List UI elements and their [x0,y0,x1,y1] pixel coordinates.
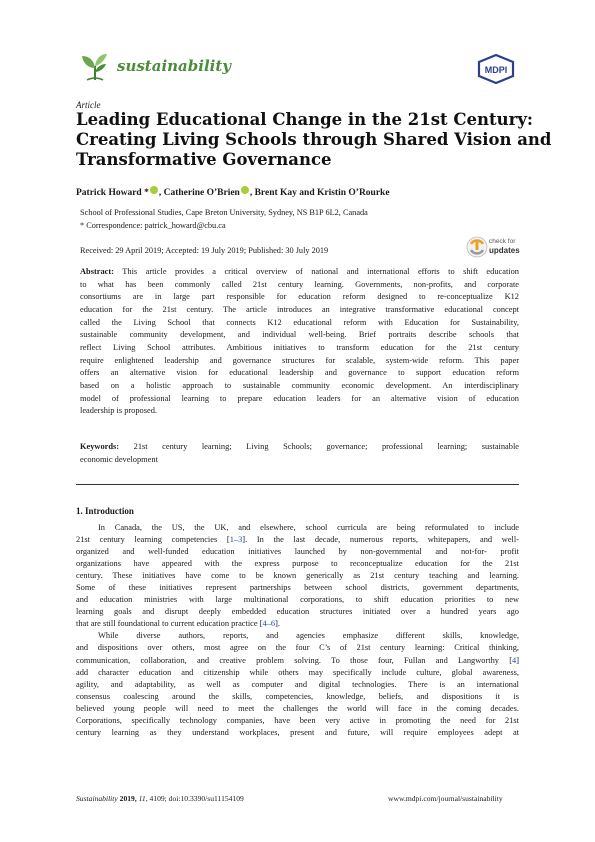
abstract-line [80,317,519,330]
title-line: Leading Educational Change in the 21st Century: [76,110,534,129]
correspondence: * Correspondence: patrick_howard@cbu.ca [80,221,226,230]
citation-link[interactable]: 4 [512,655,517,665]
abstract-text: education for the 21st century. The article introduces an integrative transformative educational concept [80,304,519,314]
body-line [76,594,519,606]
body-line [76,546,519,558]
publication-dates: Received: 29 April 2019; Accepted: 19 July 2019; Published: 30 July 2019 [80,246,329,255]
footer-year: 2019, [117,794,139,803]
author [317,188,390,198]
check-for-updates-button[interactable] [466,236,524,260]
keywords-text: 21st century learning; Living Schools; governance; professional learning; sustainable [133,442,519,451]
abstract-line [80,355,519,368]
author-name: Brent Kay [254,188,297,198]
author-list [76,186,390,198]
body-text: believed young people will need to meet the challenges the world will face in the coming decades. [76,703,519,713]
body-line [76,691,519,703]
journal-name: sustainability [117,57,231,75]
abstract-line [80,342,519,355]
abstract-text: sustainable community development, and individual well-being. Brief portraits describe schools that [80,330,519,340]
article-type: Article [76,100,101,110]
author-separator: and [296,188,317,198]
check-for-updates-label-bold: updates [489,246,520,255]
body-line [76,618,519,630]
body-text: 21st century learning competencies [ [76,535,230,545]
body-text: In Canada, the US, the UK, and elsewhere, school curricula are being reformulated to include [98,523,519,532]
body-text: century learning as they understand workplaces, present and future, will require employees adept at [76,727,519,737]
abstract-text: called the Living School that connects K12 educational reform with Education for Sustainability, [80,317,519,327]
check-for-updates-icon [466,236,488,258]
body-text: Corporations, specifically technology companies, have been very active in promoting the need for 21st [76,715,519,725]
title-line: Transformative Governance [76,150,332,169]
section-body [76,522,519,739]
body-text: While diverse authors, reports, and agencies emphasize different skills, knowledge, [98,631,519,641]
body-text: consensus coalescing around the skills, competencies, knowledge, beliefs, and dispositions it is [76,691,519,701]
body-text: century. These initiatives have come to be known generically as 21st century teaching and learning. [76,571,519,581]
article-title [76,110,552,170]
author [164,188,255,198]
body-line [76,715,519,727]
body-text: ]. [275,619,280,629]
section-heading: 1. Introduction [76,506,134,516]
author-mark: * [141,188,149,198]
abstract-line [80,291,519,304]
body-text: organizations have appeared with the express purpose to reconceptualize education for the 21st [76,559,519,569]
author [76,188,164,198]
author-name: Catherine O’Brien [163,188,240,198]
abstract-line [80,329,519,342]
abstract-text: require enlightened leadership and governance structures for scalable, system-wide reform. This paper [80,355,519,365]
abstract-text: consortiums are in large part responsible for education reform designed to re-conceptualize K12 [80,292,519,302]
body-line [76,606,519,618]
footer-doi: , 4109; doi:10.3390/su11154109 [145,794,244,803]
footer-journal: Sustainability [76,794,118,803]
body-line [76,642,519,654]
author-name: Patrick Howard [76,188,142,198]
abstract-line [80,380,519,393]
footer-url[interactable]: www.mdpi.com/journal/sustainability [388,794,503,803]
body-line [76,582,519,594]
body-text: communication, collaboration, and creative problem solving. To those four, Fullan and Langworthy [ [76,655,513,665]
abstract-label: Abstract: [80,267,114,276]
orcid-icon[interactable] [150,186,158,194]
body-line [76,727,519,739]
keywords-text: economic development [80,454,158,464]
body-line [76,667,519,679]
footer-volume: 11 [138,794,146,803]
abstract-line [80,266,519,279]
body-line [76,630,519,642]
abstract [80,266,519,418]
body-text: that are still foundational to current education practice [ [76,619,263,629]
title-line: Creating Living Schools through Shared Vision and [76,130,552,149]
keywords-line [80,441,519,454]
body-line [76,558,519,570]
abstract-text: model of professional learning to prepare education leaders for an alternative vision of education [80,393,519,403]
mdpi-logo-icon [476,54,516,84]
citation-link[interactable]: 1–3 [229,535,243,545]
body-text: and dispositions over others, most agree on the four C’s of 21st century learning: Critical thinking, [76,643,519,653]
body-line [76,522,519,534]
affiliation: School of Professional Studies, Cape Breton University, Sydney, NS B1P 6L2, Canada [80,208,368,217]
abstract-text: to what has been commonly called 21st century learning. Governments, non-profits, and corporate [80,279,519,289]
abstract-text: leadership is proposed. [80,406,157,416]
author-separator: , [158,188,164,198]
abstract-line [80,304,519,317]
section-divider [76,484,519,485]
abstract-line [80,367,519,380]
body-line [76,655,519,667]
body-text: add character education and citizenship while others may specifically include culture, global awareness, [76,667,519,677]
mdpi-logo-text: MDPI [484,65,508,75]
body-text: organized and well-funded education initiatives launched by non-governmental and not-for- profit [76,547,519,557]
body-line [76,570,519,582]
body-text: ]. In the last decade, numerous reports, whitepapers, and well- [242,535,519,545]
body-text: agility, and adaptability, as well as computer and digital technologies. There is an international [76,679,519,689]
body-line [76,703,519,715]
abstract-line [80,405,519,418]
footer-citation [76,794,244,803]
abstract-text: based on a holistic approach to sustainable community economic development. An interdisciplinary [80,380,519,390]
body-text: Some of these initiatives represent partnerships between school districts, government departments, [76,583,519,593]
abstract-line [80,393,519,406]
author [255,188,317,198]
check-for-updates-label: check for [489,238,516,245]
keywords-label: Keywords: [80,442,120,451]
keywords [80,441,519,466]
body-line [76,534,519,546]
body-text: ] [516,655,519,665]
author-separator: , [249,188,255,198]
body-text: and education ministries with large multinational corporations, to shift education priorities to new [76,595,519,605]
citation-link[interactable]: 4–6 [262,619,276,629]
abstract-text: This article provides a critical overview of national and international efforts to shift education [122,267,519,276]
orcid-icon[interactable] [241,186,249,194]
body-text: learning goals and disrupt deeply embedded education structures initiated over a hundred years ago [76,607,519,617]
abstract-line [80,279,519,292]
abstract-text: reflect Living School attributes. Ambitious initiatives to transform education for the 21st century [80,342,519,352]
keywords-line [80,454,519,467]
abstract-text: offers an alternative vision for educational leadership and governance to support education reform [80,368,519,378]
leaf-sprout-icon [78,50,112,84]
author-name: Kristin O’Rourke [316,188,390,198]
body-line [76,679,519,691]
